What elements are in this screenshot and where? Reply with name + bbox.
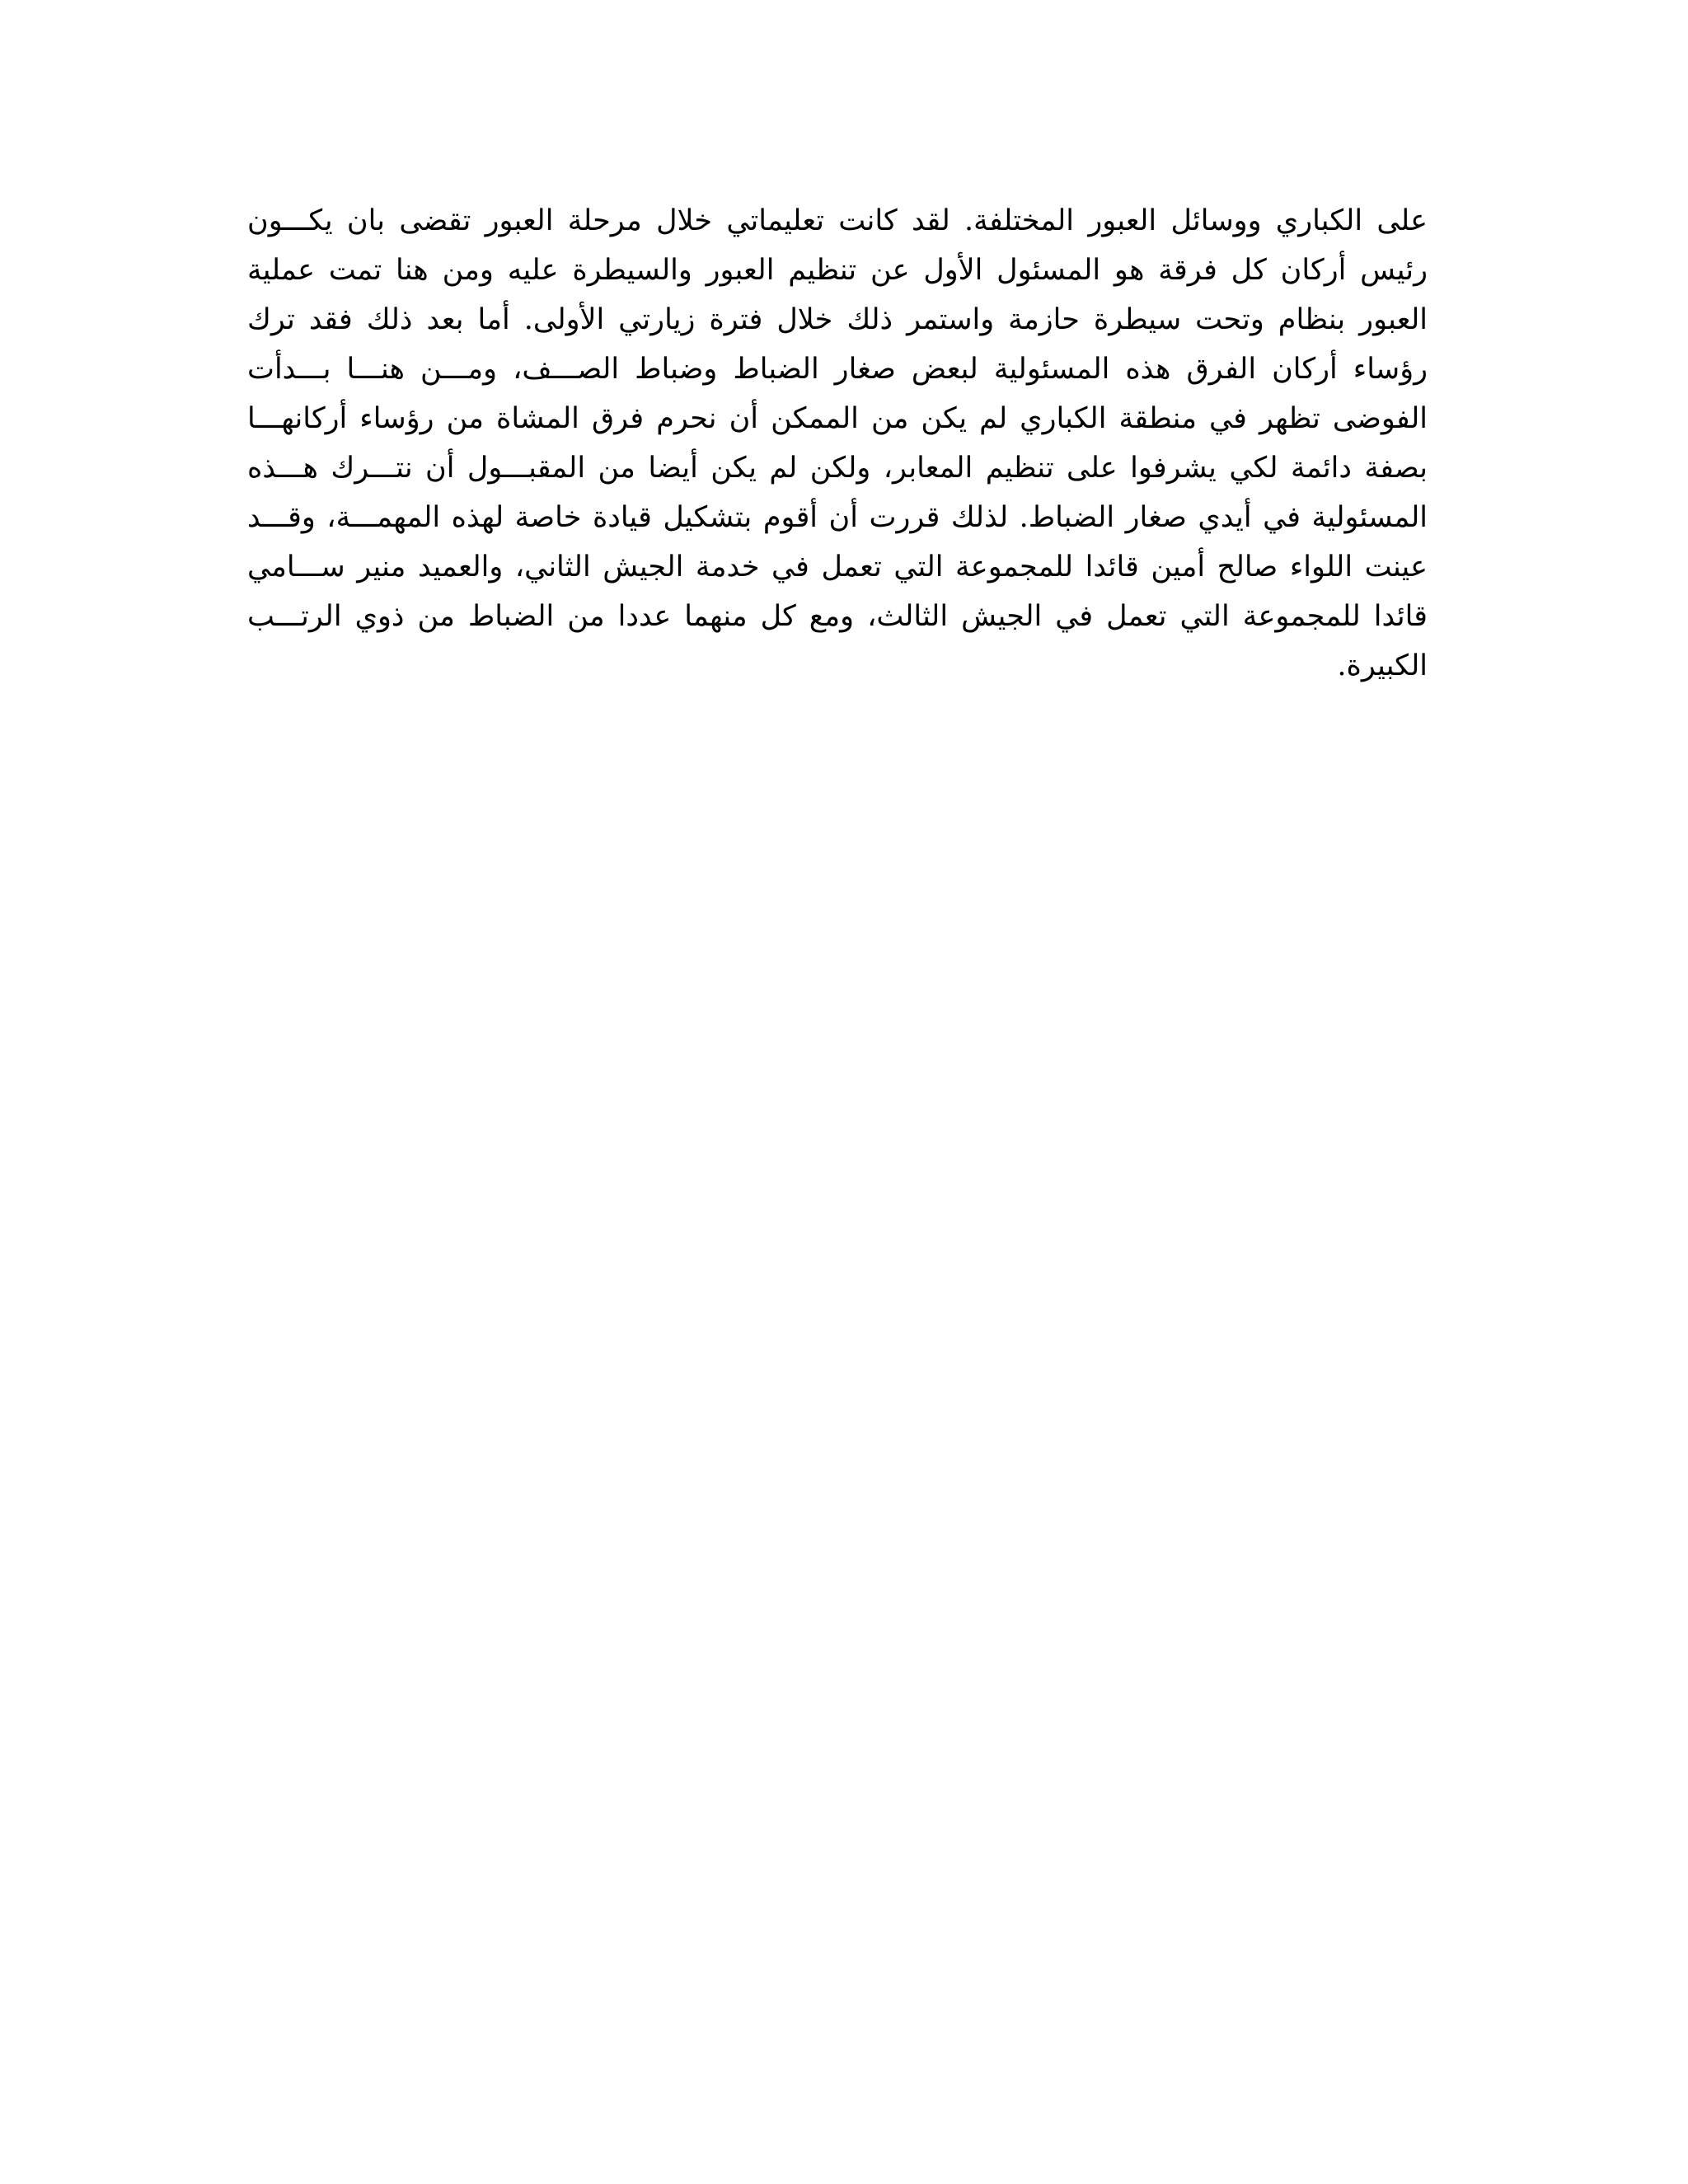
paragraph-line-3: العبور بنظام وتحت سيطرة حازمة واستمر ذلك خلال فترة زيارتي الأولى. أما بعد ذلك فقد ترك: [247, 303, 1428, 336]
paragraph-line-10: الكبيرة.: [1337, 649, 1428, 682]
paragraph-line-1: على الكباري ووسائل العبور المختلفة. لقد كانت تعليماتي خلال مرحلة العبور تقضى بان يكـــون: [247, 204, 1428, 237]
body-paragraph: [247, 196, 1428, 691]
paragraph-line-7: المسئولية في أيدي صغار الضباط. لذلك قررت أن أقوم بتشكيل قيادة خاصة لهذه المهمـــة، وقـــد: [247, 501, 1428, 534]
paragraph-line-6: بصفة دائمة لكي يشرفوا على تنظيم المعابر، ولكن لم يكن أيضا من المقبـــول أن نتـــرك هـــذه: [247, 452, 1428, 485]
paragraph-line-5: الفوضى تظهر في منطقة الكباري لم يكن من الممكن أن نحرم فرق المشاة من رؤساء أركانهـــا: [247, 402, 1428, 435]
paragraph-line-2: رئيس أركان كل فرقة هو المسئول الأول عن تنظيم العبور والسيطرة عليه ومن هنا تمت عملية: [247, 254, 1428, 287]
paragraph-line-8: عينت اللواء صالح أمين قائدا للمجموعة التي تعمل في خدمة الجيش الثاني، والعميد منير ســـامي: [247, 551, 1428, 583]
paragraph-line-9: قائدا للمجموعة التي تعمل في الجيش الثالث، ومع كل منهما عددا من الضباط من ذوي الرتـــب: [247, 600, 1428, 633]
paragraph-line-4: رؤساء أركان الفرق هذه المسئولية لبعض صغار الضباط وضباط الصـــف، ومـــن هنـــا بـــدأت: [247, 353, 1428, 386]
